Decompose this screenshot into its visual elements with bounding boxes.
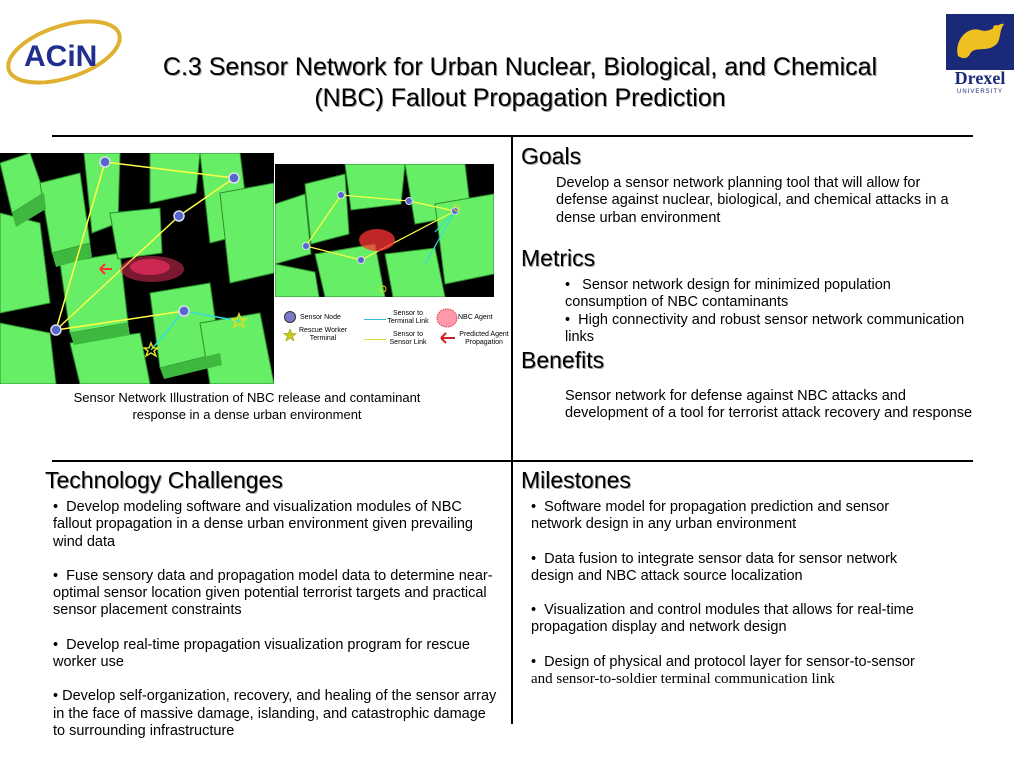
milestones-list (531, 499, 931, 705)
urban-sensor-network-image (0, 153, 274, 384)
challenge-item-text: Develop self-organization, recovery, and healing of the sensor array in the face of massive damage, islanding, and catastrophic damage to surrounding infrastructure (53, 688, 497, 739)
sensor-link-swatch (364, 339, 386, 340)
metrics-heading: Metrics (521, 245, 596, 271)
milestone-item-text: Design of physical and protocol layer for sensor-to-sensor (544, 653, 915, 670)
title-line-2: (NBC) Fallout Propagation Prediction (314, 84, 726, 112)
middle-divider (52, 460, 973, 462)
legend (280, 307, 510, 353)
metrics-list (565, 277, 965, 346)
legend-predicted-propagation: Predicted Agent Propagation (459, 331, 509, 346)
milestone-item-text: Data fusion to integrate sensor data for sensor network design and NBC attack source localization (531, 550, 898, 584)
goals-heading: Goals (521, 143, 582, 169)
sensor-node-icon (283, 310, 297, 324)
legend-rescue-terminal: Rescue Worker Terminal (298, 327, 348, 342)
star-icon (283, 328, 297, 342)
metrics-item-text: Sensor network design for minimized population consumption of NBC contaminants (565, 277, 891, 311)
nbc-agent-icon (435, 307, 459, 329)
list-item: • Visualization and control modules that allows for real-time propagation display and network design (531, 602, 914, 636)
challenge-item-text: Develop modeling software and visualization modules of NBC fallout propagation in a dense urban environment given prevailing wind data (53, 499, 473, 550)
list-item: • Software model for propagation prediction and sensor network design in any urban environment (531, 499, 890, 533)
benefits-heading: Benefits (521, 347, 605, 373)
metrics-item-text: High connectivity and robust sensor network communication links (565, 311, 965, 345)
list-item: • Develop modeling software and visualization modules of NBC fallout propagation in a dense urban environment given prevailing wind data (53, 499, 473, 550)
benefits-text: Sensor network for defense against NBC attacks and development of a tool for terrorist attack recovery and response (565, 388, 973, 422)
vertical-divider (511, 136, 513, 724)
list-item: • Data fusion to integrate sensor data for sensor network design and NBC attack source localization (531, 550, 898, 584)
list-item: • Develop self-organization, recovery, and healing of the sensor array in the face of massive damage, islanding, and catastrophic damage to surrounding infrastructure (53, 688, 497, 739)
drexel-logo (940, 12, 1020, 96)
milestone-item-text: Software model for propagation prediction and sensor network design in any urban environment (531, 499, 890, 533)
list-item: • Develop real-time propagation visualization program for rescue worker use (53, 636, 470, 671)
challenge-item-text: Fuse sensory data and propagation model data to determine near-optimal sensor location given potential terrorist targets and practical sensor placement constraints (53, 567, 493, 619)
list-item: • Design of physical and protocol layer for sensor-to-sensor and sensor-to-soldier terminal communication link (531, 653, 915, 688)
terminal-link-swatch (364, 319, 386, 320)
top-divider (52, 135, 973, 137)
goals-text: Develop a sensor network planning tool that will allow for defense against nuclear, biological, and chemical attacks in a dense urban environment (556, 175, 949, 226)
list-item: • High connectivity and robust sensor network communication links (565, 311, 965, 345)
challenge-item-text: Develop real-time propagation visualization program for rescue worker use (53, 636, 470, 671)
challenges-heading: Technology Challenges (45, 467, 283, 493)
challenges-list (53, 499, 498, 757)
title-line-1: C.3 Sensor Network for Urban Nuclear, Biological, and Chemical (162, 53, 878, 81)
list-item: • Sensor network design for minimized population consumption of NBC contaminants (565, 277, 891, 311)
list-item: • Fuse sensory data and propagation model data to determine near-optimal sensor location given potential terrorist targets and practical sensor placement constraints (53, 567, 493, 619)
milestones-heading: Milestones (521, 467, 631, 493)
drexel-logo-subtext: UNIVERSITY (956, 89, 1004, 95)
milestone-item-text: Visualization and control modules that allows for real-time propagation display and network design (531, 602, 914, 636)
arrow-left-icon (437, 331, 457, 345)
legend-nbc-agent: NBC Agent (458, 314, 493, 321)
milestone-item-text-serif: and sensor-to-soldier terminal communication link (531, 671, 835, 688)
legend-sensor-to-terminal: Sensor to Terminal Link (387, 310, 429, 325)
secondary-network-image (275, 164, 494, 297)
illustration-caption: Sensor Network Illustration of NBC release and contaminant response in a dense urban environment (73, 390, 421, 422)
page-title (100, 52, 940, 114)
legend-sensor-node: Sensor Node (300, 314, 341, 321)
drexel-logo-text: Drexel (954, 68, 1006, 88)
legend-sensor-to-sensor: Sensor to Sensor Link (389, 331, 427, 346)
acin-logo-text: ACiN (24, 40, 98, 73)
